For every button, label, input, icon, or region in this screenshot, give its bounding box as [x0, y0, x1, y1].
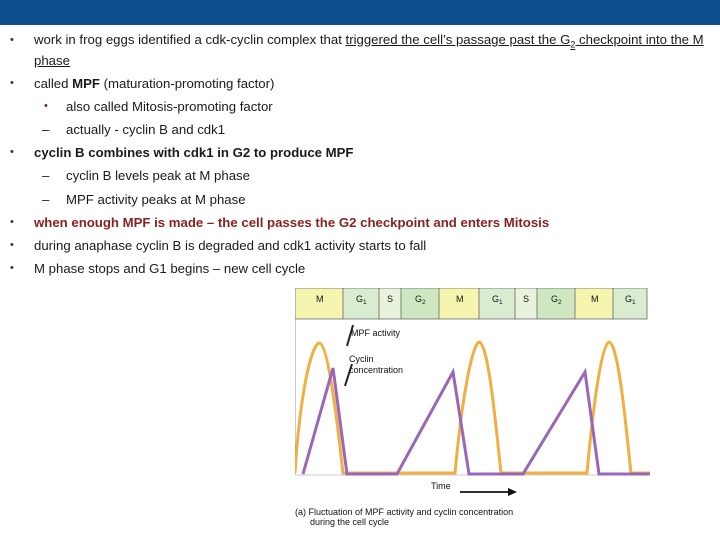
bullet-text: work in frog eggs identified a cdk-cyclin complex that [34, 32, 346, 47]
sub-bullet-marker: • [44, 99, 48, 112]
phase-label: S [523, 294, 530, 304]
title-bar [0, 0, 720, 25]
bullet-text: cyclin B combines with cdk1 in G2 to produce MPF [34, 145, 354, 161]
phase-label: M [591, 294, 599, 304]
bullet-text: (maturation-promoting factor) [99, 75, 275, 91]
phase-label: $G_1$ [356, 294, 367, 306]
bullet-item [10, 257, 715, 280]
bullet-text: when enough MPF is made – the cell passes the G2 checkpoint and enters Mitosis [34, 214, 550, 230]
bullet-marker: • [10, 76, 14, 89]
bullet-marker: • [10, 262, 14, 275]
bullet-text: MPF [72, 75, 100, 91]
caption-line2: during the cell cycle [310, 517, 390, 527]
phase-band [295, 288, 647, 319]
bullet-item [10, 211, 715, 234]
phase-label: M [316, 294, 324, 304]
bullet-text: during anaphase cyclin B is degraded and cdk1 activity starts to fall [34, 238, 427, 254]
phase-label: S [387, 294, 394, 304]
bullet-text: MPF activity peaks at M phase [66, 191, 246, 207]
cyclin-label-line1: Cyclin [349, 354, 374, 364]
bullet-text: cyclin B levels peak at M phase [66, 168, 250, 184]
time-axis-label: Time [431, 481, 451, 491]
bullet-marker: • [10, 239, 14, 252]
bullet-text: also called Mitosis-promoting factor [66, 98, 273, 114]
bullet-text: 2 [570, 39, 576, 50]
time-arrow-head [508, 488, 517, 496]
sub-bullet-marker: – [42, 122, 50, 138]
phase-label: $G_1$ [625, 294, 636, 306]
phase-label: $G_1$ [492, 294, 503, 306]
bullet-text: actually - cyclin B and cdk1 [66, 122, 226, 138]
bullet-text: M phase stops and G1 begins – new cell cycle [34, 261, 306, 277]
bullet-marker: • [10, 34, 14, 46]
sub-bullet-marker: – [42, 168, 50, 184]
cell-cycle-figure [295, 288, 655, 538]
caption-line1: (a) Fluctuation of MPF activity and cyclin concentration [295, 507, 514, 517]
sub-bullet-item [10, 188, 715, 211]
sub-bullet-marker: – [42, 191, 50, 207]
bullet-item [10, 141, 715, 164]
mpf-activity-label: MPF activity [351, 328, 401, 338]
bullet-item [10, 29, 715, 72]
bullet-text: called [34, 75, 73, 91]
bullet-text: triggered the cell’s passage past the G [345, 32, 571, 47]
sub-bullet-item [10, 118, 715, 141]
bullet-list [10, 29, 715, 280]
phase-label: M [456, 294, 464, 304]
sub-bullet-item [10, 164, 715, 187]
bullet-marker: • [10, 215, 14, 228]
phase-label: $G_2$ [551, 294, 562, 306]
bullet-item [10, 234, 715, 257]
bullet-marker: • [10, 146, 14, 159]
phase-label: $G_2$ [415, 294, 426, 306]
bullet-text: checkpoint into the M phase [34, 32, 704, 68]
sub-bullet-item [10, 95, 715, 118]
bullet-item [10, 72, 715, 95]
cyclin-label-line2: concentration [349, 365, 404, 375]
